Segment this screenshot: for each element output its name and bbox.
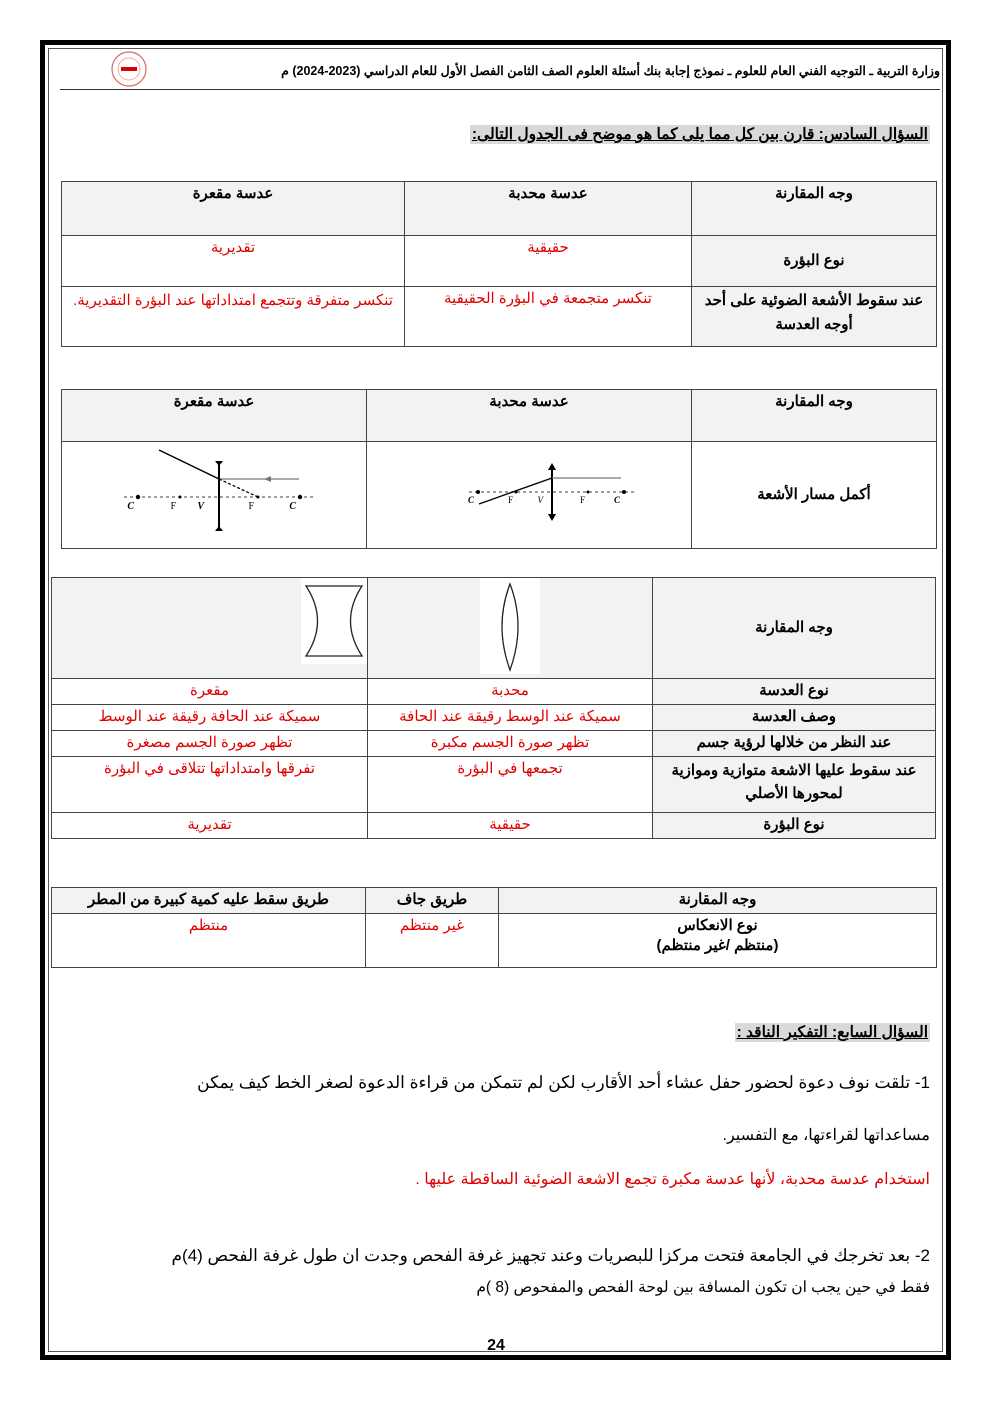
table-row — [52, 914, 937, 968]
convex-answer: حقيقية — [368, 813, 653, 839]
header-dry-road: طريق جاف — [366, 888, 499, 914]
point-c-left — [136, 495, 140, 499]
point-f-right — [587, 491, 590, 494]
concave-lens-diagram — [64, 442, 364, 542]
row-label: نوع العدسة — [653, 679, 936, 705]
concave-answer: تفرقها وامتداداتها تتلاقى في البؤرة — [52, 757, 368, 813]
label-f: F — [170, 501, 176, 512]
row-label: وصف العدسة — [653, 705, 936, 731]
table-header-row — [62, 182, 937, 236]
row-label — [499, 914, 937, 968]
point-f-right — [257, 496, 260, 499]
table-row — [52, 679, 936, 705]
header-convex: عدسة محدبة — [367, 390, 692, 442]
table-row — [52, 813, 936, 839]
concave-ray-diagram — [62, 442, 367, 549]
header-aspect: وجه المقارنة — [692, 390, 937, 442]
row-label: نوع البؤرة — [653, 813, 936, 839]
table-row — [52, 705, 936, 731]
question7-item1-answer: استخدام عدسة محدبة، لأنها عدسة مكبرة تجمع الاشعة الضوئية الساقطة عليها . — [415, 1171, 930, 1188]
table-row — [62, 236, 937, 287]
question7-item1-line2: مساعداتها لقراءتها، مع التفسير. — [722, 1127, 930, 1144]
convex-answer: سميكة عند الوسط رقيقة عند الحافة — [368, 705, 653, 731]
row-label-line2: (منتظم /غير منتظم) — [656, 937, 779, 955]
lens-arrow-bottom — [548, 514, 556, 521]
header-title: وزارة التربية ـ التوجيه الفني العام للعلوم ـ نموذج إجابة بنك أسئلة العلوم الصف الثامن الفصل الأول للعام الدراسي (2023-2024) م — [281, 64, 940, 78]
table-row — [52, 731, 936, 757]
header-aspect: وجه المقارنة — [692, 182, 937, 236]
question7-item2-line1: 2- بعد تخرجك في الجامعة فتحت مركزا للبصريات وعند تجهيز غرفة الفحص وجدت ان طول غرفة الفحص (4)م — [171, 1246, 930, 1265]
concave-lens-shape — [52, 578, 368, 679]
lens-end-top — [215, 461, 223, 466]
convex-lens-icon — [480, 578, 540, 674]
header-divider — [60, 89, 940, 90]
table-row — [62, 287, 937, 347]
label-f: F — [248, 501, 254, 512]
convex-answer: تجمعها في البؤرة — [368, 757, 653, 813]
concave-lens-icon — [301, 578, 367, 664]
concave-answer: مقعرة — [52, 679, 368, 705]
ray-arrow — [264, 476, 271, 482]
label-v: V — [537, 495, 543, 505]
point-f-left — [179, 496, 182, 499]
convex-answer: محدبة — [368, 679, 653, 705]
table-row — [52, 757, 936, 813]
concave-answer: تقديرية — [52, 813, 368, 839]
question6-title: السؤال السادس: قارن بين كل مما يلى كما هو موضح فى الجدول التالى: — [471, 126, 928, 143]
question7-title: السؤال السابع: التفكير الناقد : — [736, 1024, 928, 1041]
point-c-left — [476, 490, 480, 494]
label-c: C — [613, 495, 620, 505]
wet-road-answer: منتظم — [52, 914, 366, 968]
header-wet-road: طريق سقط عليه كمية كبيرة من المطر — [52, 888, 366, 914]
convex-lens-diagram — [369, 442, 689, 542]
table-ray-diagrams — [61, 389, 937, 549]
row-label: عند سقوط الأشعة الضوئية على أحد أوجه العدسة — [692, 287, 937, 347]
label-v: V — [197, 501, 204, 512]
convex-answer: تظهر صورة الجسم مكبرة — [368, 731, 653, 757]
question7-item1-line1: 1- تلقت نوف دعوة لحضور حفل عشاء أحد الأقارب لكن لم تتمكن من قراءة الدعوة لصغر الخط كيف يمكن — [197, 1073, 930, 1092]
header-aspect: وجه المقارنة — [653, 578, 936, 679]
table-header-row — [62, 390, 937, 442]
table-reflection-type — [51, 887, 937, 968]
header-concave: عدسة مقعرة — [62, 390, 367, 442]
concave-answer: تنكسر متفرقة وتتجمع امتداداتها عند البؤرة التقديرية. — [62, 287, 405, 347]
row-label: أكمل مسار الأشعة — [692, 442, 937, 549]
header-convex: عدسة محدبة — [405, 182, 692, 236]
label-f: F — [579, 495, 585, 505]
page-number: 24 — [487, 1337, 505, 1354]
label-f: F — [507, 495, 513, 505]
lens-arrow-top — [548, 463, 556, 470]
refracted-ray — [159, 450, 219, 479]
convex-answer: حقيقية — [405, 236, 692, 287]
concave-answer: تظهر صورة الجسم مصغرة — [52, 731, 368, 757]
dry-road-answer: غير منتظم — [366, 914, 499, 968]
table-lens-properties — [51, 577, 936, 839]
convex-answer: تنكسر متجمعة في البؤرة الحقيقية — [405, 287, 692, 347]
row-label: عند سقوط عليها الاشعة متوازية وموازية لمحورها الأصلي — [653, 757, 936, 813]
concave-answer: سميكة عند الحافة رقيقة عند الوسط — [52, 705, 368, 731]
concave-answer: تقديرية — [62, 236, 405, 287]
header-concave: عدسة مقعرة — [62, 182, 405, 236]
point-c-right — [622, 490, 626, 494]
convex-ray-diagram — [367, 442, 692, 549]
label-c: C — [127, 501, 134, 512]
ministry-seal-icon — [110, 50, 148, 88]
page-header — [60, 50, 940, 90]
row-label: عند النظر من خلالها لرؤية جسم — [653, 731, 936, 757]
table-focus-comparison — [61, 181, 937, 347]
row-label-line1: نوع الانعكاس — [677, 917, 758, 934]
convex-lens-shape — [368, 578, 653, 679]
row-label: نوع البؤرة — [692, 236, 937, 287]
table-header-row — [52, 888, 937, 914]
point-f-left — [515, 491, 518, 494]
header-aspect: وجه المقارنة — [499, 888, 937, 914]
table-row — [62, 442, 937, 549]
label-c: C — [289, 501, 296, 512]
table-header-row — [52, 578, 936, 679]
point-c-right — [298, 495, 302, 499]
ray-extension — [219, 479, 258, 497]
question7-item2-line2: فقط في حين يجب ان تكون المسافة بين لوحة الفحص والمفحوص (8 )م — [476, 1279, 930, 1296]
label-c: C — [467, 495, 474, 505]
lens-end-bottom — [215, 526, 223, 531]
